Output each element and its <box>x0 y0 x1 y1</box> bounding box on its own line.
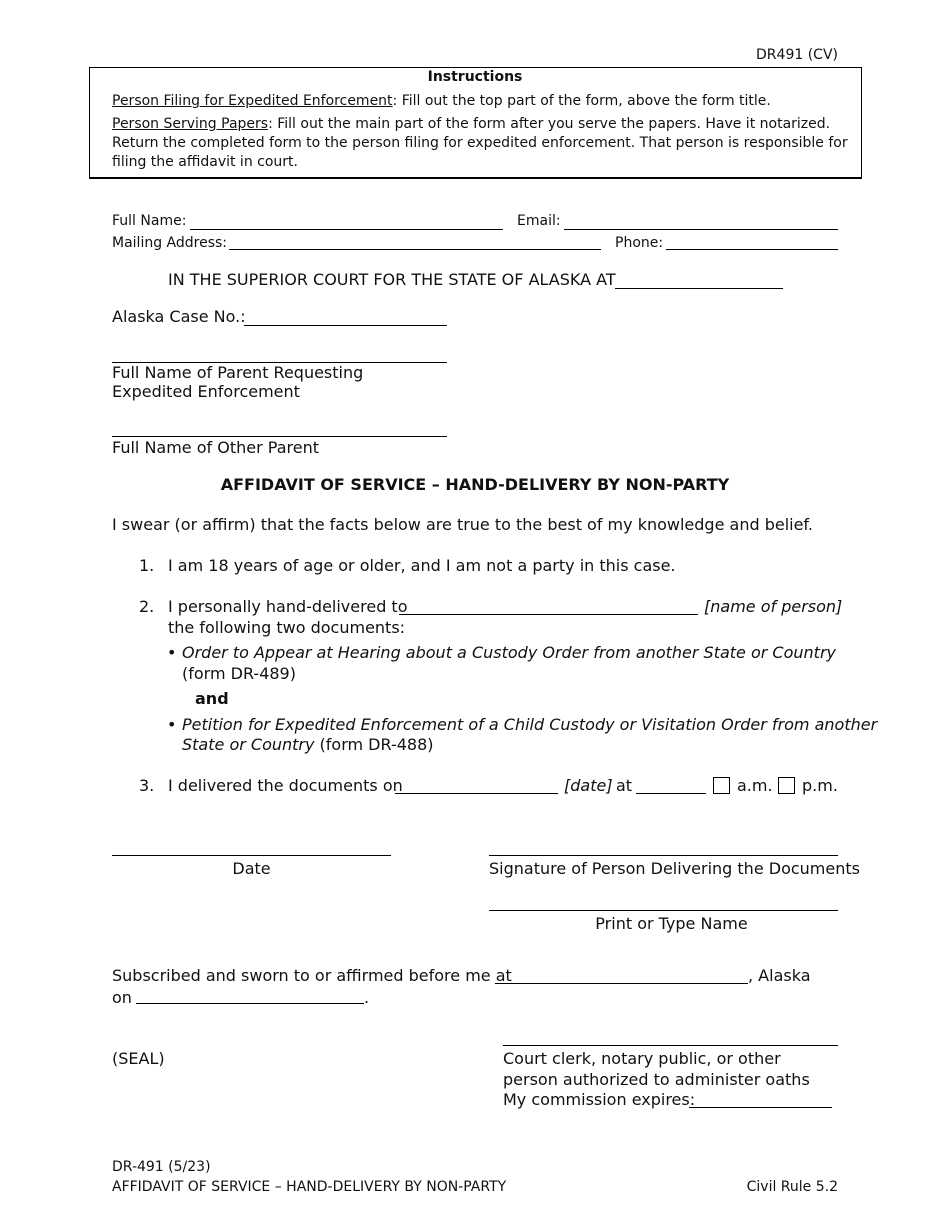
full-name-field[interactable] <box>190 229 503 230</box>
sworn-text: Subscribed and sworn to or affirmed before me at <box>112 966 512 985</box>
signature-label: Signature of Person Delivering the Documents <box>489 859 860 878</box>
item-1-text: I am 18 years of age or older, and I am not a party in this case. <box>168 556 676 575</box>
alaska-label: , Alaska <box>748 966 811 985</box>
am-checkbox[interactable] <box>713 777 730 794</box>
instructions-line-4: filing the affidavit in court. <box>112 154 298 170</box>
notary-date-field[interactable] <box>136 1003 364 1004</box>
form-code: DR491 (CV) <box>756 47 838 63</box>
document-2-title-1: Petition for Expedited Enforcement of a Child Custody or Visitation Order from another <box>182 715 878 734</box>
document-2-form: (form DR-488) <box>314 735 434 754</box>
document-2-line-2 <box>182 735 434 754</box>
delivery-date-hint: [date] <box>564 776 613 795</box>
seal-label: (SEAL) <box>112 1049 165 1068</box>
item-2-number: 2. <box>139 597 155 616</box>
other-parent-field[interactable] <box>112 436 447 437</box>
footer-title: AFFIDAVIT OF SERVICE – HAND-DELIVERY BY NON-PARTY <box>112 1179 507 1195</box>
am-label: a.m. <box>737 776 773 795</box>
item-3-text: I delivered the documents on <box>168 776 403 795</box>
phone-label: Phone: <box>615 235 664 251</box>
phone-field[interactable] <box>666 249 838 250</box>
clerk-label-1: Court clerk, notary public, or other <box>503 1049 781 1068</box>
document-1-form: (form DR-489) <box>182 664 296 683</box>
item-2-text: I personally hand-delivered to <box>168 597 408 616</box>
clerk-label-2: person authorized to administer oaths <box>503 1070 810 1089</box>
date-label: Date <box>232 859 271 878</box>
bullet-2: • <box>167 715 177 734</box>
delivery-date-field[interactable] <box>395 793 558 794</box>
parent-requesting-label-1: Full Name of Parent Requesting <box>112 363 364 382</box>
court-location-field[interactable] <box>615 288 783 289</box>
notary-period: . <box>364 988 370 1007</box>
case-number-label: Alaska Case No.: <box>112 307 246 326</box>
form-title: AFFIDAVIT OF SERVICE – HAND-DELIVERY BY NON-PARTY <box>220 475 730 494</box>
oath-statement: I swear (or affirm) that the facts below are true to the best of my knowledge and belief. <box>112 515 813 534</box>
at-label: at <box>616 776 633 795</box>
instructions-line-1-label: Person Filing for Expedited Enforcement <box>112 93 393 109</box>
recipient-name-hint: [name of person] <box>704 597 843 616</box>
on-label: on <box>112 988 132 1007</box>
document-1-title: Order to Appear at Hearing about a Custody Order from another State or Country <box>182 643 836 662</box>
instructions-line-2 <box>112 116 830 132</box>
date-signature-field[interactable] <box>112 855 391 856</box>
instructions-line-3: Return the completed form to the person filing for expedited enforcement. That person is responsible for <box>112 135 848 151</box>
instructions-line-1 <box>112 93 771 109</box>
full-name-label: Full Name: <box>112 213 187 229</box>
pm-checkbox[interactable] <box>778 777 795 794</box>
instructions-title: Instructions <box>427 69 523 85</box>
mailing-address-label: Mailing Address: <box>112 235 228 251</box>
footer-rule: Civil Rule 5.2 <box>746 1179 838 1195</box>
email-field[interactable] <box>564 229 838 230</box>
parent-requesting-label-2: Expedited Enforcement <box>112 382 300 401</box>
mailing-address-field[interactable] <box>229 249 601 250</box>
item-3-number: 3. <box>139 776 155 795</box>
court-heading: IN THE SUPERIOR COURT FOR THE STATE OF ALASKA AT <box>168 270 616 289</box>
item-1-number: 1. <box>139 556 155 575</box>
other-parent-label: Full Name of Other Parent <box>112 438 319 457</box>
commission-label: My commission expires: <box>503 1090 696 1109</box>
instructions-line-1-text: : Fill out the top part of the form, above the form title. <box>392 93 771 109</box>
email-label: Email: <box>517 213 561 229</box>
notary-location-field[interactable] <box>495 983 748 984</box>
and-connector: and <box>195 689 229 708</box>
notary-signature-field[interactable] <box>503 1045 838 1046</box>
instructions-line-2-text: : Fill out the main part of the form after you serve the papers. Have it notarized. <box>268 116 831 132</box>
commission-expires-field[interactable] <box>689 1107 832 1108</box>
document-2-title-2: State or Country <box>182 735 315 754</box>
instructions-line-2-label: Person Serving Papers <box>112 116 269 132</box>
pm-label: p.m. <box>802 776 838 795</box>
recipient-name-field[interactable] <box>399 614 698 615</box>
print-name-field[interactable] <box>489 910 838 911</box>
signature-field[interactable] <box>489 855 838 856</box>
item-2-text-cont: the following two documents: <box>168 618 406 637</box>
case-number-field[interactable] <box>244 325 447 326</box>
bullet-1: • <box>167 643 177 662</box>
print-name-label: Print or Type Name <box>595 914 748 933</box>
delivery-time-field[interactable] <box>636 793 706 794</box>
footer-code: DR-491 (5/23) <box>112 1159 211 1175</box>
